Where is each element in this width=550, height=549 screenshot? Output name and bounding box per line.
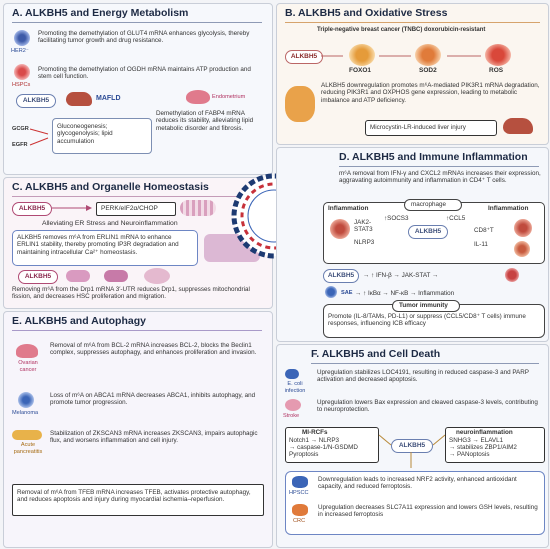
tfeb-text: Removal of m⁶A from TFEB mRNA increases TFEB, activates protective autophagy, and reduces apoptosis and injury during myocardial ischemia–reperfusion. [17, 489, 251, 504]
neuro-line1: SNHG3 → ELAVL1 [449, 437, 504, 444]
mircfs-label: MI-RCFs [302, 429, 328, 436]
hspc-text: Promoting the demethylation of OGDH mRNA maintains ATP production and stem cell function. [38, 66, 251, 81]
alkbh5-node-2: ALKBH5 [18, 270, 58, 284]
panel-immune-inflammation [276, 147, 549, 342]
title-underline [12, 330, 262, 331]
panel-cell-death [276, 344, 549, 548]
macrophage-label-box [404, 199, 462, 211]
melanoma-label: Melanoma [12, 410, 39, 416]
crc-label: CRC [293, 518, 306, 524]
neuro-line3: → PANoptosis [449, 451, 490, 458]
mclr-label: Microcystin-LR-induced liver injury [370, 124, 466, 131]
mafld-label: MAFLD [96, 95, 121, 102]
mircfs-line3: Pyroptosis [289, 451, 319, 458]
erlin-box [12, 230, 198, 266]
mitochondria-icon [66, 270, 90, 282]
gcgr-label: GCGR [12, 126, 29, 132]
gluco-box [52, 118, 152, 154]
her2-label: HER2⁻ [11, 48, 29, 54]
liver-icon [66, 92, 92, 106]
alkbh5-node: ALKBH5 [285, 50, 323, 64]
title-underline [285, 22, 540, 23]
gluco-text: Gluconeogenesis; glycogenolysis; lipid accumulation [57, 123, 113, 145]
neuro-box [445, 427, 545, 463]
title-underline [12, 196, 262, 197]
title-underline [311, 363, 539, 364]
macrophage-icon-left [330, 219, 350, 239]
crc-icon [292, 504, 308, 516]
title-underline [12, 22, 262, 23]
jak2-label: JAK2- [354, 219, 372, 226]
mclr-box [365, 120, 497, 136]
her2-cell-icon [14, 30, 30, 46]
tumor-immunity-label-box [392, 300, 460, 312]
alkbh5-node: ALKBH5 [408, 225, 448, 239]
liver-icon [503, 118, 533, 134]
stat3-label: STAT3 [354, 226, 373, 233]
panel-oxidative-stress [276, 3, 549, 145]
cd8-label: CD8⁺T [474, 227, 494, 234]
alkbh5-node: ALKBH5 [12, 202, 52, 216]
panel-f-title: F. ALKBH5 and Cell Death [311, 348, 441, 360]
er-icon [180, 200, 216, 216]
panel-a-title: A. ALKBH5 and Energy Metabolism [12, 7, 189, 19]
melanoma-icon [18, 392, 34, 408]
alkbh5-node: ALKBH5 [16, 94, 56, 108]
panel-autophagy [3, 311, 273, 548]
hspc-cell-icon [14, 64, 30, 80]
erlin-text: ALKBH5 removes m⁶A from ERLIN1 mRNA to enhance ERLIN1 stability, thereby promoting IP3R degradation and maintaining intracellular Ca²⁺ homeostasis. [17, 234, 179, 256]
ccl5-label: ↑CCL5 [446, 215, 466, 222]
nfkb-pathway-text: → ↑ IκBα → NF-κB → Inflammation [355, 290, 455, 297]
pancreatitis-text: Stabilization of ZKSCAN3 mRNA increases ZKSCAN3, impairs autophagic flux, and worsens inflammation and cell injury. [50, 430, 258, 445]
hpscc-text: Downregulation leads to increased NRF2 activity, enhanced antioxidant capacity, and reduced ferroptosis. [318, 476, 517, 491]
stroke-label: Stroke [283, 413, 300, 419]
tfeb-box [12, 484, 264, 516]
egfr-label: EGFR [12, 142, 28, 148]
macrophage-label: macrophage [411, 201, 447, 208]
mircfs-line2: → caspase-1/N-GSDMD [289, 444, 358, 451]
ovarian-text: Removal of m⁶A from BCL-2 mRNA increases BCL-2, blocks the Beclin1 complex, suppresses autophagy, and enhances proliferation and invasion. [50, 342, 257, 357]
sae-label: SAE [341, 290, 353, 296]
panel-c-title: C. ALKBH5 and Organelle Homeostasis [12, 181, 209, 193]
ros-icon [485, 44, 511, 66]
mircfs-box [285, 427, 379, 463]
sae-icon [325, 286, 337, 298]
tcell-icon [514, 219, 532, 237]
socs3-label: ↑SOCS3 [384, 215, 409, 222]
drp1-text: Removing m⁶A from the Drp1 mRNA 3′-UTR reduces Drp1, suppresses mitochondrial fission, and decreases HSC proliferation and migration. [12, 286, 250, 301]
hpscc-label: HPSCC [289, 490, 309, 496]
endometrium-icon [186, 90, 210, 104]
mircfs-line1: Notch1 → NLRP3 [289, 437, 340, 444]
title-underline [339, 166, 539, 167]
panel-b-title: B. ALKBH5 and Oxidative Stress [285, 7, 448, 19]
tumor-immunity-box [323, 304, 545, 338]
sod2-icon [415, 44, 441, 66]
neuro-label: neuroinflammation [456, 429, 513, 436]
sod2-label: SOD2 [419, 67, 437, 74]
hpscc-icon [292, 476, 308, 488]
crc-text: Upregulation decreases SLC7A11 expression and lowers GSH levels, resulting in increased ferroptosis [318, 504, 538, 519]
endometrium-label: Endometrium [212, 94, 246, 100]
panel-e-title: E. ALKBH5 and Autophagy [12, 315, 146, 327]
inflammation-left-label: Inflammation [328, 205, 369, 212]
virus-icon [505, 268, 519, 282]
alkbh5-node: ALKBH5 [391, 439, 433, 453]
neuro-line2: → stabilizes ZBP1/AIM2 [449, 444, 517, 451]
perk-label: PERK/eIF2α/CHOP [101, 205, 158, 212]
tnbc-subtitle: Triple-negative breast cancer (TNBC) doxorubicin-resistant [317, 27, 486, 33]
mitochondria-fission-icon [104, 270, 128, 282]
ifn-pathway-text: → ↑ IFN-β → JAK-STAT → [363, 272, 439, 279]
ecoli-label: E. coli infection [284, 381, 306, 394]
stroke-text: Upregulation lowers Bax expression and cleaved caspase-3 levels, contributing to neuroprotection. [317, 399, 538, 414]
perk-arrow [52, 204, 92, 214]
foxo1-icon [349, 44, 375, 66]
fabp4-text: Demethylation of FABP4 mRNA reduces its stability, alleviating lipid metabolic disorder and fibrosis. [156, 110, 254, 132]
immune-intro-text: m⁶A removal from IFN-γ and CXCL2 mRNAs increases their expression, aggravating autoimmunity and inflammation in CD4⁺ T cells. [339, 170, 541, 185]
foxo1-label: FOXO1 [349, 67, 372, 74]
il11-label: IL-11 [474, 241, 488, 248]
pik3r1-text: ALKBH5 downregulation promotes m⁶A-mediated PIK3R1 mRNA degradation, reducing PIK3R1 and OXPHOS gene expression, leading to metabolic imbalance and ATP deficiency. [321, 82, 540, 104]
er-stress-text: Alleviating ER Stress and Neuroinflammation [42, 220, 178, 227]
panel-energy-metabolism [3, 3, 273, 175]
ros-label: ROS [489, 67, 504, 74]
mitochondria-icon [285, 86, 315, 122]
ecoli-icon [285, 369, 299, 379]
inflammation-right-label: Inflammation [488, 205, 529, 212]
her2-text: Promoting the demethylation of GLUT4 mRNA enhances glycolysis, thereby facilitating tumor growth and drug resistance. [38, 30, 250, 45]
ferroptosis-box [285, 471, 545, 535]
pathway1-alkbh5: ALKBH5 [323, 269, 359, 283]
melanoma-text: Loss of m⁶A on ABCA1 mRNA decreases ABCA1, inhibits autophagy, and promote tumor progression. [50, 392, 256, 407]
ovarian-label: Ovarian cancer [18, 360, 38, 373]
ovary-icon [16, 344, 38, 358]
macrophage-icon-right [514, 241, 530, 257]
perk-box [96, 202, 176, 216]
receptor-arrows [30, 124, 50, 154]
brain-icon [285, 399, 301, 411]
nlrp3-label: NLRP3 [354, 239, 375, 246]
panel-d-title: D. ALKBH5 and Immune Inflammation [339, 151, 528, 163]
pancreas-icon [12, 430, 42, 440]
hsc-icon [144, 268, 170, 284]
tumor-immunity-text: Promote (IL-8/TAMs, PD-L1) or suppress (CCL5/CD8⁺ T cells) immune responses, influencing ICB efficacy [328, 313, 526, 328]
tumor-immunity-label: Tumor immunity [399, 302, 448, 309]
ecoli-text: Upregulation stabilizes LOC4191, resulting in reduced caspase-3 and PARP activation and decreased apoptosis. [317, 369, 529, 384]
pancreatitis-label: Acute pancreatitis [13, 442, 43, 455]
macrophage-box [323, 202, 545, 264]
hspc-label: HSPCs [12, 82, 31, 88]
